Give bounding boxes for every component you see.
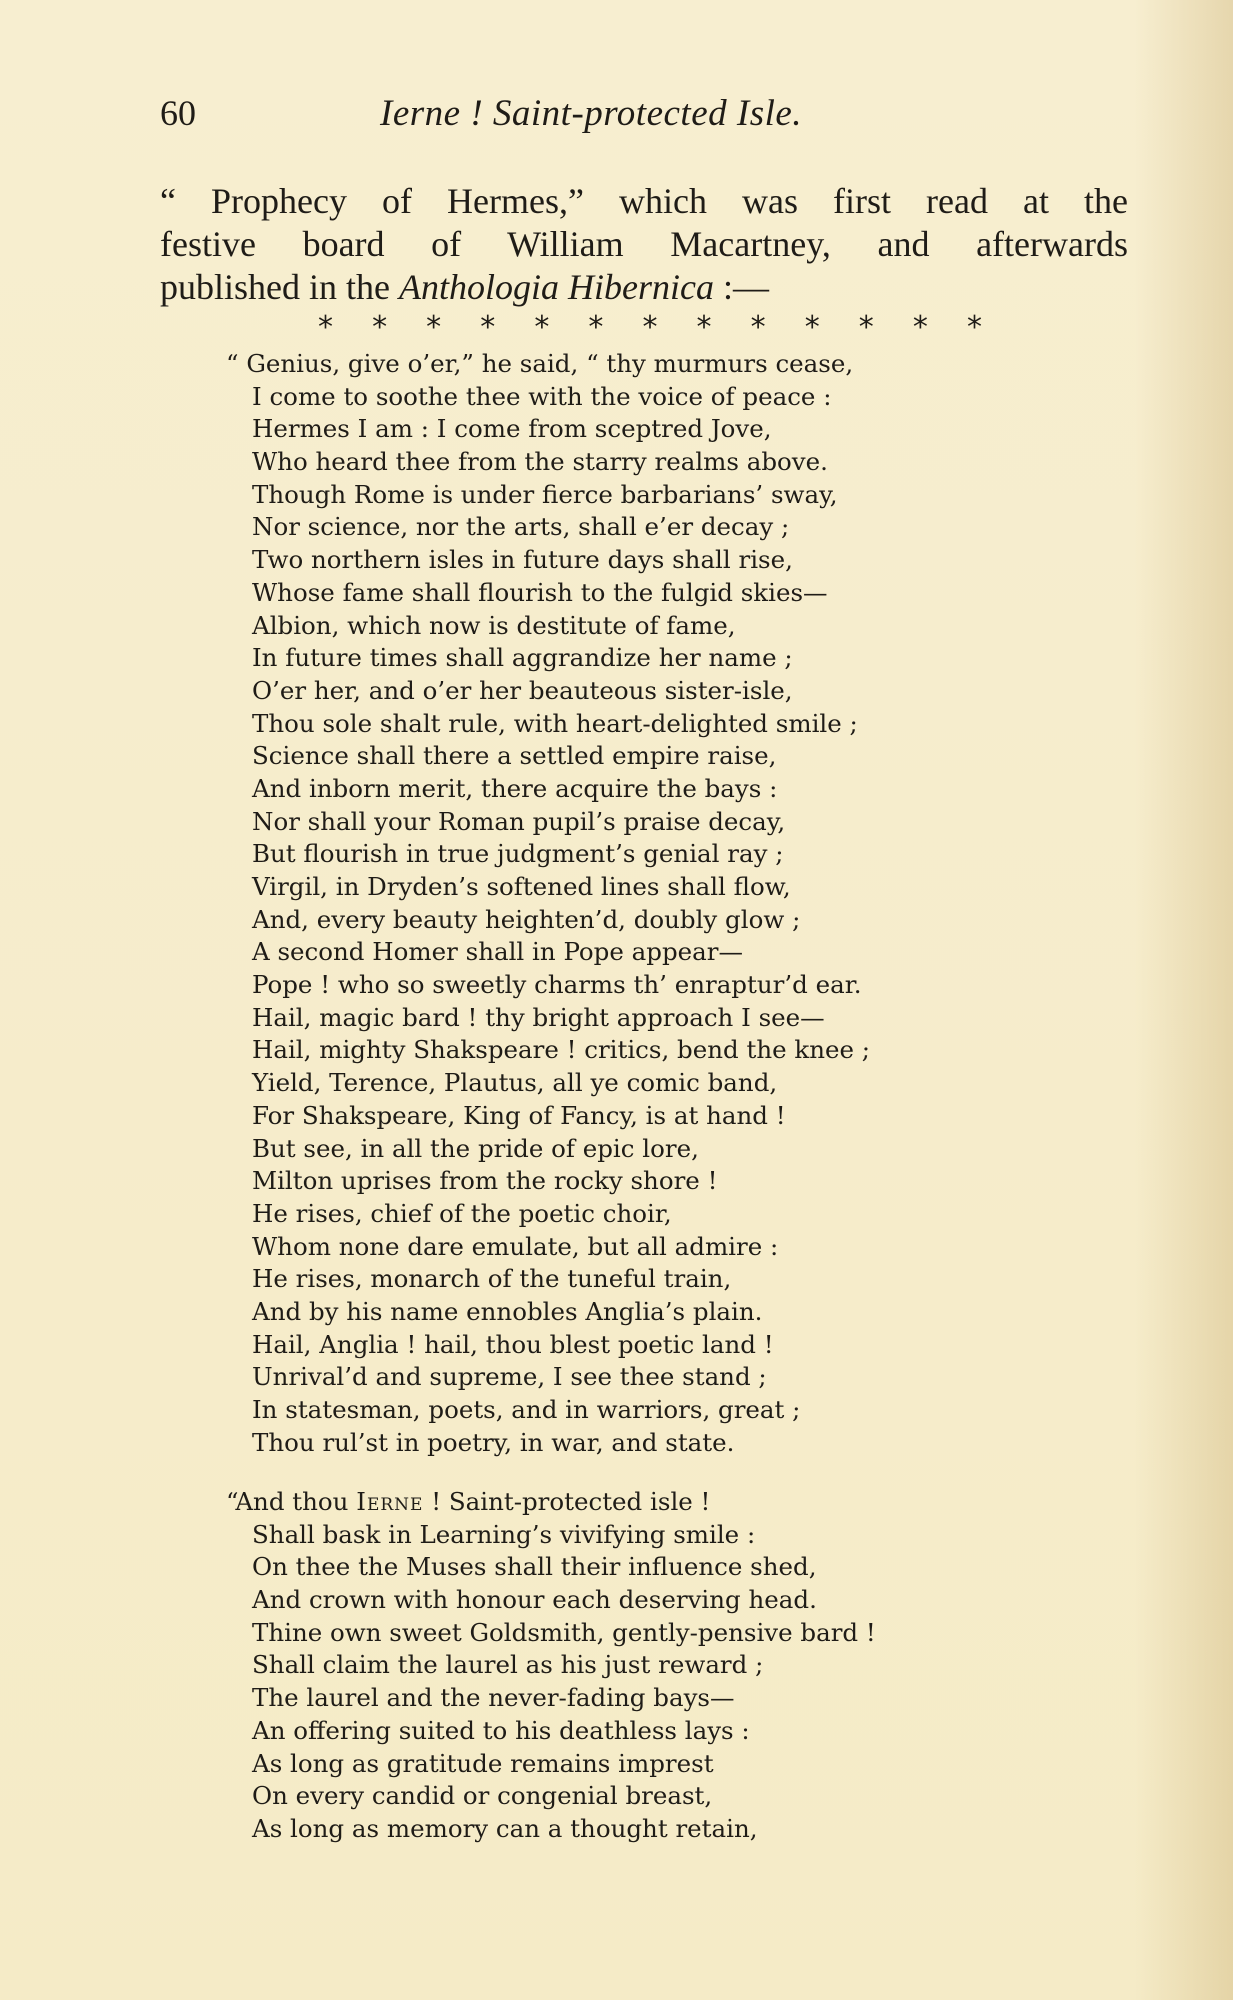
asterisk: * <box>696 310 712 345</box>
poem-line: And inborn merit, there acquire the bays : <box>252 773 778 803</box>
poem-line: Whom none dare emulate, but all admire : <box>252 1231 779 1261</box>
page-number: 60 <box>160 93 196 133</box>
running-title: Ierne ! Saint-protected Isle. <box>380 93 803 134</box>
intro-line-3-text: published in the <box>160 267 399 307</box>
poem-line: Hail, mighty Shakspeare ! critics, bend the knee ; <box>252 1035 871 1065</box>
poem-line: O’er her, and o’er her beauteous sister-isle, <box>252 675 793 705</box>
poem-line: But flourish in true judgment’s genial ray ; <box>252 839 784 869</box>
intro-paragraph <box>160 180 1128 309</box>
poem-line: Science shall there a settled empire raise, <box>252 741 777 771</box>
stanza-2-first-line-start: “And thou <box>226 1487 357 1516</box>
poem-line: Who heard thee from the starry realms above. <box>252 447 828 477</box>
asterisk: * <box>912 310 928 345</box>
poem-line: Nor science, nor the arts, shall e’er decay ; <box>252 512 790 542</box>
poem-stanza-1 <box>226 348 1012 1459</box>
asterisk: * <box>372 310 388 345</box>
ierne-name: Ierne <box>356 1487 424 1516</box>
intro-line-3-end: :— <box>713 267 769 307</box>
poem-line: In future times shall aggrandize her name ; <box>252 643 793 673</box>
poem-line: And, every beauty heighten’d, doubly glow ; <box>252 904 801 934</box>
poem-line: Thine own sweet Goldsmith, gently-pensive bard ! <box>252 1617 876 1647</box>
poem-line: Thou rul’st in poetry, in war, and state. <box>252 1427 735 1457</box>
poem-line: In statesman, poets, and in warriors, great ; <box>252 1395 801 1424</box>
asterisk: * <box>480 310 496 345</box>
stanza-2-first-line <box>226 1486 1012 1519</box>
asterisk: * <box>750 310 766 345</box>
asterisk: * <box>804 310 820 345</box>
asterisk: * <box>966 310 982 345</box>
poem-line: Thou sole shalt rule, with heart-delighted smile ; <box>252 708 858 738</box>
poem-line: On every candid or congenial breast, <box>252 1781 713 1811</box>
poem-line: Two northern isles in future days shall rise, <box>252 545 793 575</box>
poem-line: As long as gratitude remains imprest <box>252 1748 714 1778</box>
poem-line: Pope ! who so sweetly charms th’ enraptur’d ear. <box>252 970 862 1000</box>
poem-line: Shall bask in Learning’s vivifying smile : <box>252 1519 756 1549</box>
poem-line: And crown with honour each deserving head. <box>252 1585 817 1615</box>
intro-line-3 <box>160 266 1128 309</box>
poem-line: Albion, which now is destitute of fame, <box>252 610 736 640</box>
intro-line-2: festive board of William Macartney, and afterwards <box>160 224 1128 264</box>
asterisk: * <box>642 310 658 345</box>
page-header <box>160 92 920 142</box>
poem-line: Hermes I am : I come from sceptred Jove, <box>252 414 772 444</box>
poem-line: Hail, magic bard ! thy bright approach I see— <box>252 1002 825 1032</box>
poem-line: The laurel and the never-fading bays— <box>252 1683 735 1713</box>
poem-line: But see, in all the pride of epic lore, <box>252 1133 699 1163</box>
poem-line: Yield, Terence, Plautus, all ye comic band, <box>252 1068 778 1098</box>
poem-line: On thee the Muses shall their influence shed, <box>252 1552 817 1582</box>
anthology-title: Anthologia Hibernica <box>398 267 714 307</box>
asterisk: * <box>318 310 333 345</box>
poem-line: He rises, monarch of the tuneful train, <box>252 1264 732 1294</box>
asterisk: * <box>588 310 604 345</box>
poem-line: Unrival’d and supreme, I see thee stand ; <box>252 1362 767 1392</box>
poem-line: Shall claim the laurel as his just reward ; <box>252 1650 764 1680</box>
asterisk: * <box>534 310 550 345</box>
poem-line: Though Rome is under fierce barbarians’ sway, <box>252 479 838 509</box>
poem-line: Nor shall your Roman pupil’s praise decay, <box>252 806 786 836</box>
asterisk: * <box>858 310 874 345</box>
poem-line: For Shakspeare, King of Fancy, is at hand ! <box>252 1100 786 1130</box>
poem-line: And by his name ennobles Anglia’s plain. <box>252 1296 763 1326</box>
poem-stanza-2 <box>226 1486 1012 1846</box>
poem-line: An offering suited to his deathless lays : <box>252 1715 750 1745</box>
poem-line: “ Genius, give o’er,” he said, “ thy murmurs cease, <box>226 349 854 378</box>
poem-line: Whose fame shall flourish to the fulgid skies— <box>252 577 828 607</box>
poem-line: A second Homer shall in Pope appear— <box>252 937 743 967</box>
poem-line: As long as memory can a thought retain, <box>252 1813 758 1843</box>
poem-line: Hail, Anglia ! hail, thou blest poetic land ! <box>252 1329 774 1359</box>
asterisk-separator <box>318 310 982 345</box>
stanza-2-first-line-end: ! Saint-protected isle ! <box>423 1487 711 1516</box>
poem-line: I come to soothe thee with the voice of peace : <box>252 381 832 411</box>
poem-line: Virgil, in Dryden’s softened lines shall flow, <box>252 872 791 901</box>
poem-line: He rises, chief of the poetic choir, <box>252 1198 672 1228</box>
poem-line: Milton uprises from the rocky shore ! <box>252 1166 718 1196</box>
asterisk: * <box>426 310 442 345</box>
intro-line-1: “ Prophecy of Hermes,” which was first read at the <box>160 181 1128 221</box>
